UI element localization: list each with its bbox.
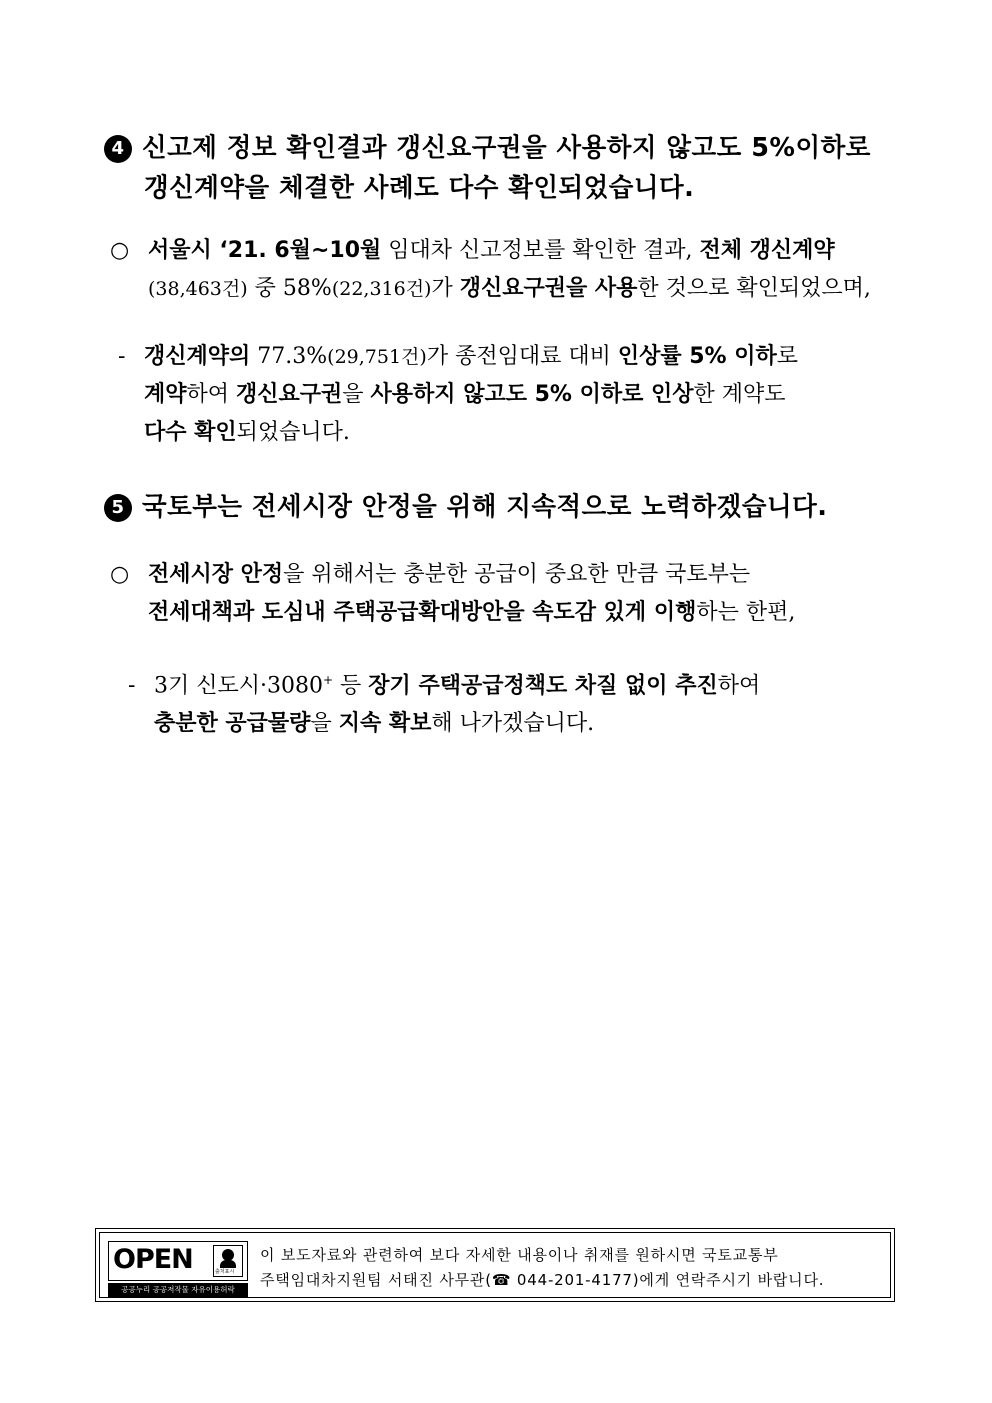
logo-caption: 공공누리 공공저작물 자유이용허락 [108, 1283, 248, 1297]
section-4-line1: 신고제 정보 확인결과 갱신요구권을 사용하지 않고도 5%이하로 [142, 133, 871, 163]
body-text: 해 나가겠습니다. [431, 711, 595, 737]
body-text: 로 [776, 344, 799, 369]
body-text: (22,316건) [331, 278, 432, 300]
circle-bullet: ○ [110, 562, 130, 587]
superscript: + [322, 673, 334, 687]
body-text: 등 [333, 673, 369, 699]
bold-text: 전세시장 안정 [148, 562, 284, 587]
body-text: 3기 신도시·3080 [154, 673, 323, 699]
bold-text: 인상률 5% 이하 [617, 344, 777, 369]
body-text: 을 위해서는 충분한 공급이 중요한 만큼 국토부는 [283, 562, 751, 587]
dash-bullet: - [118, 344, 126, 369]
body-text: 중 58% [247, 276, 332, 301]
bold-text: 갱신계약의 [144, 344, 251, 369]
bold-text: 서울시 ‘21. 6월~10월 [148, 238, 382, 263]
contact-line2-b: 044-201-4177)에게 연락주시기 바랍니다. [511, 1271, 825, 1289]
paragraph-jeonse-stability [110, 556, 900, 632]
section-4-heading [104, 128, 904, 208]
bold-text: 지속 확보 [338, 711, 432, 737]
body-text: 가 종전임대료 대비 [426, 344, 618, 369]
section-5-heading [104, 487, 904, 527]
dash-bullet: - [128, 673, 136, 699]
body-text: 하는 한편, [696, 600, 796, 625]
open-logo-icon: OPEN [113, 1244, 193, 1275]
bold-text: 계약 [144, 382, 187, 407]
phone-icon: ☎ [491, 1271, 512, 1289]
contact-line2 [260, 1268, 824, 1293]
kogl-open-logo [108, 1241, 248, 1297]
body-text: 하여 [186, 382, 237, 407]
paragraph-renewal-contracts [118, 338, 900, 452]
bold-text: 갱신요구권을 사용 [459, 276, 638, 301]
body-text: 77.3% [250, 344, 328, 369]
section-4-line2: 갱신계약을 체결한 사례도 다수 확인되었습니다. [144, 173, 695, 203]
body-text: 을 [310, 711, 339, 737]
body-text: 임대차 신고정보를 확인한 결과, [381, 238, 700, 263]
body-text: (38,463건) [148, 278, 248, 300]
body-text: 하여 [717, 673, 761, 699]
bold-text: 전체 갱신계약 [699, 238, 835, 263]
attribution-badge-icon [213, 1245, 243, 1277]
contact-text [260, 1243, 824, 1293]
bold-text: 사용하지 않고도 5% 이하로 인상 [370, 382, 694, 407]
bold-text: 충분한 공급물량 [154, 711, 311, 737]
contact-box-inner [99, 1232, 891, 1298]
badge-label: 출처표시 [215, 1269, 235, 1275]
logo-frame [108, 1241, 248, 1281]
body-text: 한 것으로 확인되었으며, [637, 276, 871, 301]
contact-line2-a: 주택임대차지원팀 서태진 사무관( [260, 1271, 492, 1289]
paragraph-housing-supply [128, 661, 900, 743]
body-text: 가 [431, 276, 460, 301]
bold-text: 전세대책과 도심내 주택공급확대방안을 속도감 있게 이행 [148, 600, 697, 625]
body-text: (29,751건) [327, 346, 427, 368]
bold-text: 갱신요구권 [236, 382, 343, 407]
circle-bullet: ○ [110, 238, 130, 263]
contact-box [95, 1228, 895, 1302]
contact-line1: 이 보도자료와 관련하여 보다 자세한 내용이나 취재를 원하시면 국토교통부 [260, 1246, 779, 1264]
section-5-line1: 국토부는 전세시장 안정을 위해 지속적으로 노력하겠습니다. [142, 492, 828, 522]
body-text: 되었습니다. [236, 420, 350, 445]
body-text: 을 [342, 382, 371, 407]
bold-text: 장기 주택공급정책도 차질 없이 추진 [368, 673, 718, 699]
bold-text: 다수 확인 [144, 420, 237, 445]
number-4-icon: 4 [104, 135, 132, 163]
paragraph-seoul-renewal [110, 232, 900, 308]
number-5-icon: 5 [104, 494, 132, 522]
body-text: 한 계약도 [693, 382, 786, 407]
